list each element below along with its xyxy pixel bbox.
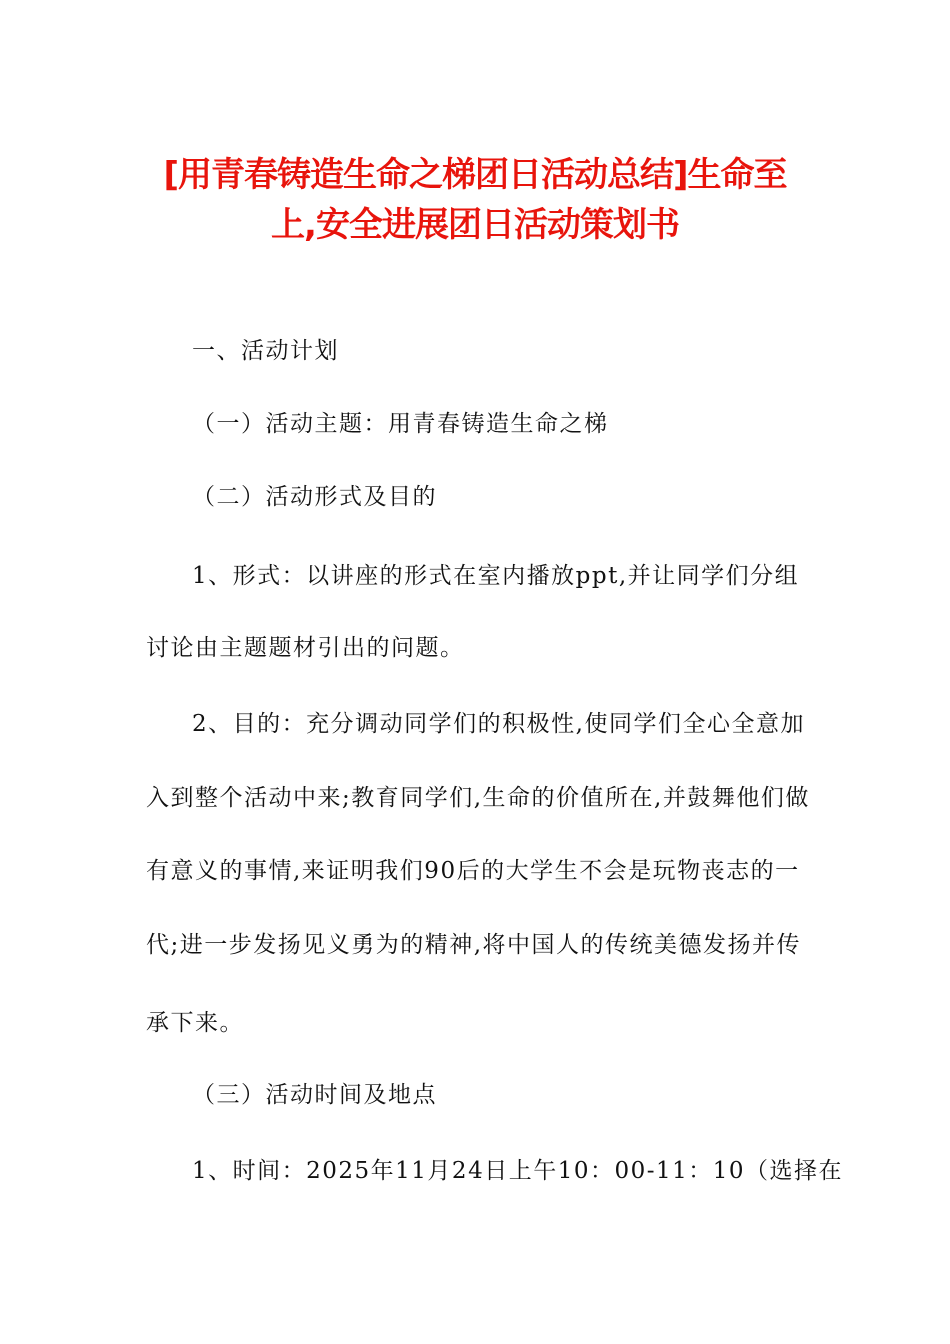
section-heading-plan: 一、活动计划	[192, 338, 339, 364]
paragraph-purpose-line-4: 代;进一步发扬见义勇为的精神,将中国人的传统美德发扬并传	[146, 932, 802, 958]
subsection-theme: （一）活动主题：用青春铸造生命之梯	[192, 411, 609, 437]
title-line-1: [用青春铸造生命之梯团日活动总结]生命至	[163, 155, 787, 195]
paragraph-purpose-line-3: 有意义的事情,来证明我们90后的大学生不会是玩物丧志的一	[146, 858, 800, 884]
paragraph-form-line-2: 讨论由主题题材引出的问题。	[146, 635, 465, 661]
subsection-form-purpose: （二）活动形式及目的	[192, 484, 437, 510]
subsection-time-place: （三）活动时间及地点	[192, 1082, 437, 1108]
paragraph-purpose-line-1: 2、目的：充分调动同学们的积极性,使同学们全心全意加	[192, 711, 805, 737]
paragraph-purpose-line-5: 承下来。	[146, 1010, 244, 1036]
document-title	[145, 150, 805, 250]
paragraph-purpose-line-2: 入到整个活动中来;教育同学们,生命的价值所在,并鼓舞他们做	[146, 785, 810, 811]
paragraph-form-line-1: 1、形式：以讲座的形式在室内播放ppt,并让同学们分组	[192, 563, 800, 589]
title-line-2: 上,安全进展团日活动策划书	[271, 205, 679, 245]
paragraph-time-line-1: 1、时间：2025年11月24日上午10：00-11：10（选择在	[192, 1158, 844, 1184]
